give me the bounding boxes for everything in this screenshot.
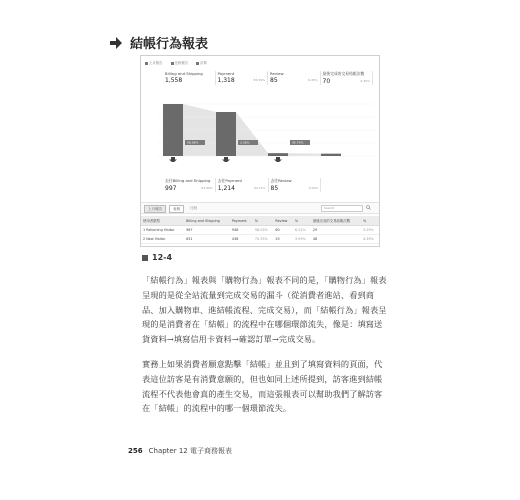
step-pct: 6.45%: [307, 78, 318, 82]
section-heading: [108, 33, 208, 52]
legend-item: 計算: [196, 60, 207, 65]
exit-value: 1,214: [217, 185, 235, 192]
paragraph: 實務上如果消費者願意點擊「結帳」並且到了填寫資料的頁面，代表這位訪客是有消費意願的，但也如同上述所提到，訪客進到結帳流程不代表他會真的產生交易，而這張報表可以幫助我們了解訪客在「結帳」的流程中的哪一個環節流失。: [142, 359, 383, 414]
legend: [145, 60, 207, 65]
funnel-bar: [216, 112, 236, 156]
exit-step: [216, 178, 269, 192]
tab-compare[interactable]: 比較: [190, 206, 198, 210]
funnel-step: [268, 71, 321, 85]
table-cell: 48: [311, 235, 361, 244]
step-pct: 0.30%: [360, 79, 370, 83]
table-cell: 29: [311, 226, 361, 235]
legend-item: 比較報告: [171, 60, 189, 65]
search-icon[interactable]: [366, 205, 371, 210]
table-row[interactable]: [141, 235, 379, 244]
funnel-bar: [321, 154, 341, 156]
table-cell: 6.22%: [293, 226, 311, 235]
tab-table[interactable]: 表格: [169, 205, 184, 213]
table-cell: 3.29%: [361, 226, 379, 235]
table-row[interactable]: [141, 226, 379, 235]
page-footer: [128, 446, 232, 456]
page-number: 256: [128, 447, 143, 455]
table-cell: 3.99%: [293, 235, 311, 244]
table-cell: 70.33%: [253, 235, 274, 244]
step-pct: 85.59%: [253, 78, 265, 82]
tab-report[interactable]: 上月報告: [144, 205, 166, 213]
col-header[interactable]: %: [293, 216, 311, 226]
funnel-connector: [236, 112, 268, 156]
drop-label: 3.36%: [240, 140, 250, 145]
funnel-connector: [288, 153, 321, 156]
funnel-bar: [268, 153, 288, 156]
step-label: Payment: [217, 71, 235, 76]
step-label: Billing and Shipping: [165, 71, 203, 76]
table-cell: 631: [184, 235, 230, 244]
exit-pct: 92.11%: [254, 186, 266, 190]
funnel-step: [321, 71, 374, 85]
exit-step-empty: [321, 178, 373, 192]
step-value: 70: [322, 78, 331, 85]
down-arrow-icon: [222, 157, 230, 162]
table-cell: 98.03%: [253, 226, 274, 235]
table-cell: 4.39%: [361, 235, 379, 244]
caption-marker-icon: [142, 255, 148, 261]
funnel-steps: [163, 71, 373, 85]
exit-label: 去往Review: [270, 178, 292, 183]
figure-caption: [142, 253, 172, 262]
col-header[interactable]: %: [253, 216, 274, 226]
col-header[interactable]: Billing and Shipping: [184, 216, 230, 226]
step-value: 85: [270, 77, 278, 84]
col-header[interactable]: %: [361, 216, 379, 226]
col-header[interactable]: 使用者類型: [141, 216, 184, 226]
table-cell: 1 Returning Visitor: [141, 226, 184, 235]
funnel-step: [216, 71, 269, 85]
exit-pct: 63.99%: [201, 186, 213, 190]
funnel-step: [163, 71, 216, 85]
col-header[interactable]: Payment: [230, 216, 253, 226]
exit-step: [163, 178, 216, 192]
legend-item: 上月報告: [145, 60, 163, 65]
paragraph: 「結帳行為」報表與「購物行為」報表不同的是，「購物行為」報表呈現的是從全站流量到完成交易的漏斗（從消費者進站、看到商品、加入購物車、進結帳流程、完成交易），而「結帳行為」報表呈現的是消費者在「結帳」的流程中在哪個環節流失，像是：填寫送貨資料→填寫信用卡資料→確認訂單→完成交易。: [142, 275, 387, 345]
exit-step: [269, 178, 322, 192]
down-arrow-icon: [169, 157, 177, 162]
arrow-right-icon: [108, 35, 124, 51]
report-table: [141, 216, 379, 244]
chapter-label: Chapter 12 電子商務報表: [148, 447, 232, 455]
exit-value: 85: [270, 185, 279, 192]
step-value: 1,558: [165, 77, 183, 84]
table-cell: 60: [273, 226, 293, 235]
table-cell: 438: [230, 235, 253, 244]
exit-value: 997: [165, 185, 177, 192]
table-cell: 2 New Visitor: [141, 235, 184, 244]
table-cell: 967: [184, 226, 230, 235]
table-cell: 948: [230, 226, 253, 235]
col-header[interactable]: 最後完成的交易結帳次數: [311, 216, 361, 226]
exit-steps: [163, 178, 373, 192]
exit-pct: 0.00%: [308, 186, 319, 190]
table-cell: 25: [273, 235, 293, 244]
report-toolbar: [141, 202, 379, 214]
col-header[interactable]: Review: [273, 216, 293, 226]
funnel-bar: [163, 104, 183, 156]
step-label: Review: [270, 71, 284, 76]
report-screenshot: [140, 55, 380, 247]
funnel-chart: [141, 94, 379, 162]
step-label: 最後完成的交易結帳次數: [322, 71, 365, 76]
down-arrow-icon: [274, 157, 282, 162]
search-input[interactable]: Search: [321, 205, 363, 212]
exit-label: 去往Payment: [217, 178, 242, 183]
drop-label: 95.79%: [292, 140, 304, 145]
exit-label: 去往Billing and Shipping: [165, 178, 211, 183]
drop-label: 56.06%: [187, 140, 199, 145]
figure-number: 12-4: [152, 253, 173, 262]
step-value: 1,318: [217, 77, 235, 84]
section-title: 結帳行為報表: [130, 37, 209, 52]
